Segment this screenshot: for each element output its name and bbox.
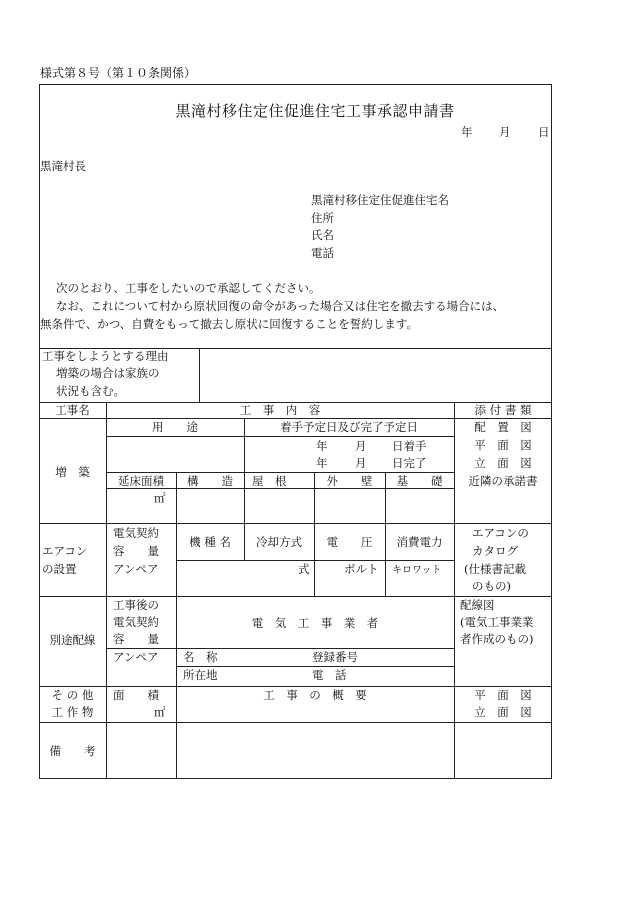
wiring-location-field[interactable]: 所在地 (183, 668, 218, 682)
wiring-contractor-header: 電 気 工 事 業 者 (251, 616, 379, 630)
body-line-3: 無条件で、かつ、自費をもって撤去し原状に回復することを誓約します。 (40, 317, 418, 331)
wiring-reg-no-field[interactable]: 登録番号 (312, 650, 358, 664)
ext-start-year[interactable]: 年 (316, 439, 328, 453)
other-area-header: 面 積 (113, 688, 159, 702)
aircon-kw-unit: キロワット (392, 565, 442, 576)
aircon-model-header: 機 種 名 (189, 535, 231, 549)
aircon-label-1: エアコン (42, 544, 88, 558)
rule-wiring-mid (106, 648, 454, 649)
aircon-contract-2: 容 量 (113, 544, 159, 558)
ext-use-header: 用 途 (152, 420, 198, 434)
other-sqm-unit: ㎡ (154, 705, 166, 719)
ext-start-day[interactable]: 日着手 (392, 439, 427, 453)
ext-attach-2: 平 面 図 (474, 438, 532, 452)
date-day[interactable]: 日 (538, 125, 550, 139)
rule-col-a (106, 402, 107, 779)
rule-ac-c3 (314, 523, 315, 596)
aircon-ampere-unit: アンペア (113, 562, 159, 576)
rule-header-bottom (39, 418, 552, 419)
aircon-label-2: の設置 (42, 562, 77, 576)
ext-schedule-header: 着手予定日及び完了予定日 (280, 420, 418, 434)
ext-wall-header: 外 壁 (326, 474, 373, 488)
rule-wiring-lower (176, 666, 454, 667)
aircon-attach-1: エアコンの (472, 526, 529, 540)
other-label-2: 工 作 物 (51, 705, 94, 719)
wiring-contract-3: 容 量 (113, 632, 159, 646)
ext-sqm-unit: ㎡ (154, 491, 166, 505)
wiring-label: 別途配線 (49, 633, 96, 647)
aircon-attach-3: (仕様書記載 (464, 562, 526, 576)
reason-label-1: 工事をしようとする理由 (42, 349, 169, 363)
rule-wiring-c1 (176, 596, 177, 686)
rule-aircon-mid (176, 560, 454, 561)
ext-attach-4: 近隣の承諾書 (468, 474, 538, 488)
ext-attach-3: 立 面 図 (474, 456, 532, 470)
residence-name-field[interactable]: 黒滝村移住定住促進住宅名 (311, 193, 449, 207)
rule-aircon-top (39, 523, 552, 524)
reason-label-2: 増築の場合は家族の (56, 366, 160, 380)
other-attach-1: 平 面 図 (474, 688, 532, 702)
ext-end-day[interactable]: 日完了 (392, 456, 427, 470)
wiring-contract-1: 工事後の (113, 598, 159, 612)
aircon-volt-unit: ボルト (344, 562, 379, 576)
rule-ext-struct (106, 488, 454, 489)
ext-roof-header: 屋 根 (252, 474, 287, 488)
header-work-content: 工 事 内 容 (239, 403, 321, 417)
reason-label-3: 状況も含む。 (56, 384, 125, 398)
rule-reason-split (199, 348, 200, 402)
rule-ac-c4 (385, 523, 386, 596)
date-month[interactable]: 月 (499, 125, 511, 139)
aircon-cooling-header: 冷却方式 (256, 535, 302, 549)
ext-start-month[interactable]: 月 (355, 439, 367, 453)
header-attachments: 添 付 書 類 (474, 403, 532, 417)
form-number-label: 様式第８号（第１０条関係） (40, 66, 197, 80)
ext-foundation-header: 基 礎 (396, 474, 443, 488)
wiring-ampere-unit: アンペア (113, 650, 159, 664)
other-summary-header: 工 事 の 概 要 (263, 688, 367, 702)
rule-ext-c2 (244, 472, 245, 523)
ext-end-month[interactable]: 月 (355, 456, 367, 470)
phone-field[interactable]: 電話 (311, 246, 334, 260)
wiring-attach-3: 者作成のもの) (460, 632, 534, 646)
wiring-attach-2: (電気工事業業 (460, 615, 534, 629)
wiring-attach-1: 配線図 (460, 598, 495, 612)
aircon-power-header: 消費電力 (396, 535, 443, 549)
address-field[interactable]: 住所 (311, 211, 334, 225)
rule-remarks-top (39, 722, 552, 723)
aircon-voltage-header: 電 圧 (326, 535, 373, 549)
rule-wiring-top (39, 596, 552, 597)
rule-ac-c1 (176, 523, 177, 596)
wiring-name-field[interactable]: 名 称 (183, 650, 218, 664)
addressee: 黒滝村長 (40, 159, 86, 173)
rule-ext-schedule (106, 472, 454, 473)
rule-other-top (39, 686, 552, 687)
wiring-contract-2: 電気契約 (113, 615, 159, 629)
other-attach-2: 立 面 図 (474, 705, 532, 719)
remarks-input[interactable] (180, 726, 450, 774)
aircon-type-unit: 式 (298, 562, 310, 576)
date-year[interactable]: 年 (461, 125, 473, 139)
rule-ext-use (106, 436, 454, 437)
wiring-phone-field[interactable]: 電 話 (312, 668, 347, 682)
ext-end-year[interactable]: 年 (316, 456, 328, 470)
aircon-attach-4: のもの) (472, 579, 511, 593)
ext-structure-header: 構 造 (187, 474, 233, 488)
ext-floor-area-header: 延床面積 (118, 474, 164, 488)
body-line-1: 次のとおり、工事をしたいので承認してください。 (56, 281, 321, 295)
aircon-contract-1: 電気契約 (113, 526, 159, 540)
name-field[interactable]: 氏名 (311, 228, 334, 242)
extension-label: 増 築 (55, 465, 90, 479)
aircon-attach-2: カタログ (472, 544, 518, 558)
header-work-name: 工事名 (55, 403, 90, 417)
body-line-2: なお、これについて村から原状回復の命令があった場合又は住宅を撤去する場合には、 (56, 299, 505, 313)
other-label-1: そ の 他 (51, 688, 94, 702)
ext-attach-1: 配 置 図 (474, 420, 532, 434)
form-title: 黒滝村移住定住促進住宅工事承認申請書 (175, 102, 455, 120)
reason-input[interactable] (205, 352, 545, 398)
remarks-label: 備 考 (49, 744, 96, 758)
